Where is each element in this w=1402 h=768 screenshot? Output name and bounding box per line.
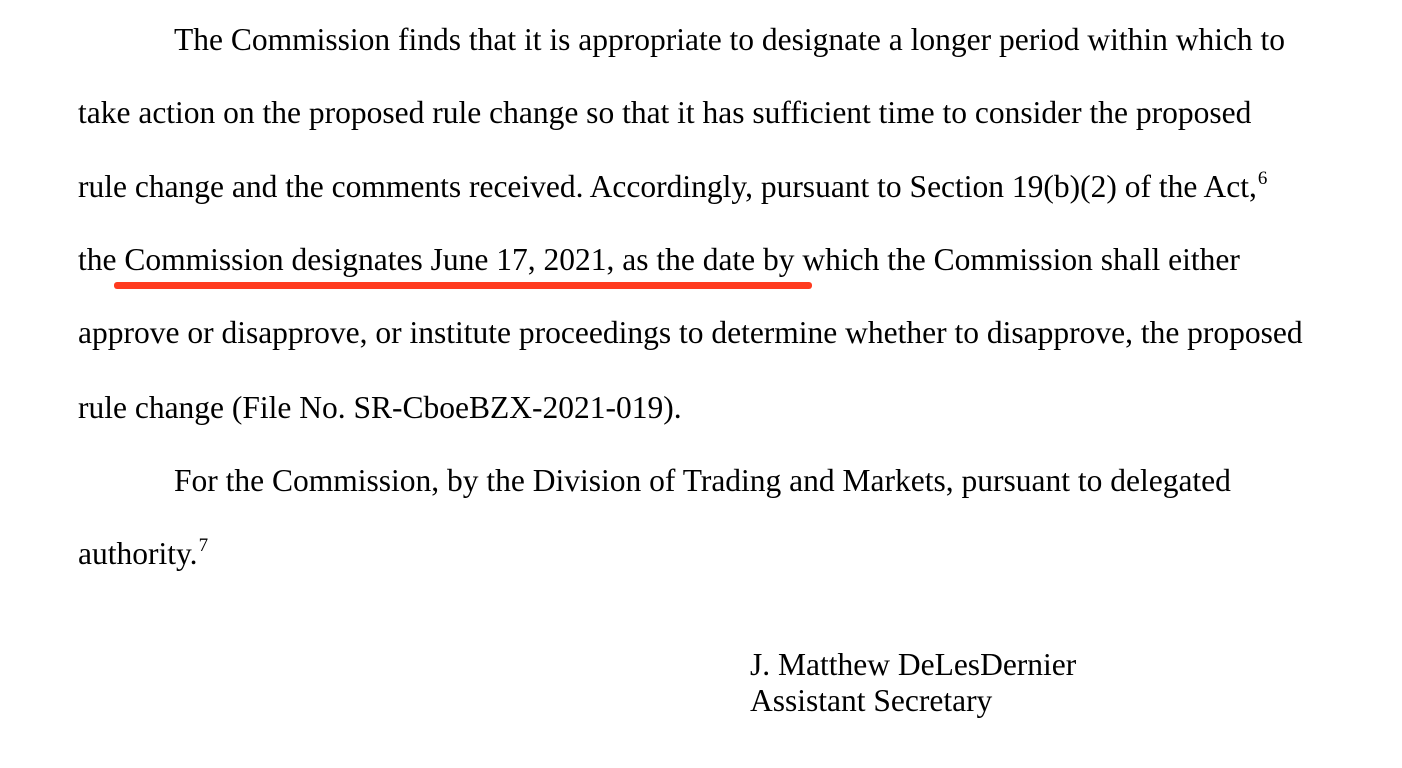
- paragraph-1-line-6: rule change (File No. SR-CboeBZX-2021-019).: [78, 390, 682, 425]
- paragraph-1-line-1: The Commission finds that it is appropriate to designate a longer period within which to: [174, 22, 1286, 57]
- signature-name: J. Matthew DeLesDernier: [750, 647, 1077, 682]
- paragraph-1-line-2: take action on the proposed rule change so that it has sufficient time to consider the proposed: [78, 95, 1252, 130]
- paragraph-1-line-3: [78, 169, 1267, 210]
- signature-title: Assistant Secretary: [750, 683, 993, 718]
- footnote-ref-7[interactable]: 7: [198, 535, 209, 556]
- paragraph-2-line-1: For the Commission, by the Division of Trading and Markets, pursuant to delegated: [174, 463, 1231, 498]
- paragraph-2-line-2: [78, 536, 208, 577]
- red-underline-annotation: [114, 282, 812, 289]
- paragraph-1-line-3-text: rule change and the comments received. Accordingly, pursuant to Section 19(b)(2) of the Act,: [78, 169, 1257, 204]
- footnote-ref-6[interactable]: 6: [1257, 168, 1268, 189]
- paragraph-2-line-2-text: authority.: [78, 536, 198, 571]
- paragraph-1-line-5: approve or disapprove, or institute proceedings to determine whether to disapprove, the proposed: [78, 315, 1303, 350]
- paragraph-1-line-4: the Commission designates June 17, 2021, as the date by which the Commission shall either: [78, 242, 1240, 277]
